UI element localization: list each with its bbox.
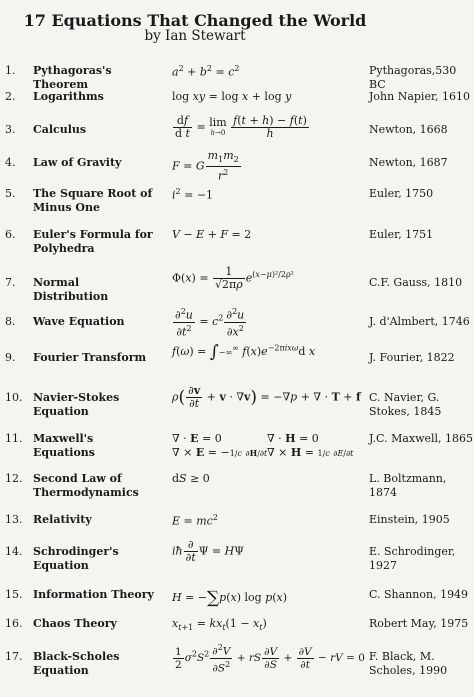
row-number: 12. <box>5 472 23 485</box>
row-number: 9. <box>5 351 16 364</box>
equation-formula: Φ(x) = $\frac{1}{√2\pi\rho}$ $e^{(x-\mu)^2/2\rho^2}$ <box>172 265 294 291</box>
equation-formula: F = G $\frac{m_1m_2}{r^2}$ <box>172 149 239 183</box>
equation-name: Second Law of Thermodynamics <box>33 472 139 499</box>
equation-name: Schrodinger's Equation <box>33 545 119 572</box>
equation-source: C.F. Gauss, 1810 <box>369 276 463 289</box>
row-number: 8. <box>5 315 16 328</box>
equation-source: Newton, 1687 <box>369 156 448 169</box>
equation-name: Relativity <box>33 513 92 526</box>
equation-formula: $a^2 + b^2 = c^2$ <box>172 64 240 79</box>
equation-formula: iħ $\frac{\partial}{\partial t}$ Ψ = HΨ <box>172 538 244 564</box>
row-number: 17. <box>5 650 23 663</box>
equation-formula: dS ≥ 0 <box>172 472 210 485</box>
equation-formula: f(ω) = ∫−∞∞ $f(x)e^{-2\pi ix\omega}d$ x <box>172 342 316 362</box>
equation-source: Euler, 1751 <box>369 228 434 241</box>
equation-formula: $\frac{1}{2}$ $\sigma^2S^2$ $\frac{\partial^2V}{\partial S^2}$ + rS $\frac{\partial V}{\partial S}$ + $\frac{\partial V}{\partial t}$ − rV = 0 <box>175 643 365 674</box>
row-number: 15. <box>5 588 23 601</box>
equation-formula: ρ( $\frac{\partial v}{\partial t}$ + v · ∇v) = −∇p + ∇ · T + f <box>172 384 361 410</box>
equation-source: E. Schrodinger, 1927 <box>369 545 456 572</box>
page-title: 17 Equations That Changed the World <box>23 11 367 30</box>
row-number: 10. <box>5 391 23 404</box>
equation-source: Euler, 1750 <box>369 187 434 200</box>
equation-name: The Square Root of Minus One <box>33 187 153 214</box>
row-number: 14. <box>5 545 23 558</box>
equation-source: J.C. Maxwell, 1865 <box>369 432 474 445</box>
equation-name: Navier-Stokes Equation <box>33 391 120 418</box>
equation-source: Robert May, 1975 <box>369 617 469 630</box>
equation-source: C. Shannon, 1949 <box>369 588 469 601</box>
row-number: 2. <box>5 90 16 103</box>
equation-name: Black-Scholes Equation <box>33 650 120 677</box>
row-number: 11. <box>5 432 23 445</box>
equation-name: Calculus <box>33 123 87 136</box>
equation-name: Pythagoras's Theorem <box>33 64 112 91</box>
equation-source: C. Navier, G. Stokes, 1845 <box>369 391 442 418</box>
row-number: 3. <box>5 123 16 136</box>
equation-name: Euler's Formula for Polyhedra <box>33 228 153 255</box>
equation-formula: $\frac{df}{\text{d t}}$ = lim h→0 $\frac{f(t + h) - f(t)}{h}$ <box>175 114 307 140</box>
equation-formula: $i^2 = -1$ <box>172 187 214 202</box>
equation-name: Law of Gravity <box>33 156 122 169</box>
equation-name: Logarithms <box>33 90 104 103</box>
equation-source: Einstein, 1905 <box>369 513 450 526</box>
equation-formula: $\frac{\partial^2u}{\partial t^2}$ = $c^2$ $\frac{\partial^2u}{\partial x^2}$ <box>175 307 245 339</box>
equation-name: Maxwell's Equations <box>33 432 95 459</box>
equation-formula: $E = mc^2$ <box>172 513 218 528</box>
equation-source: L. Boltzmann, 1874 <box>369 472 447 499</box>
row-number: 13. <box>5 513 23 526</box>
equation-source: J. d'Almbert, 1746 <box>369 315 470 328</box>
row-number: 1. <box>5 64 16 77</box>
equation-source: J. Fourier, 1822 <box>369 351 455 364</box>
equation-formula: $x_{t+1} = kx_t(1 - x_t)$ <box>172 617 267 633</box>
equation-name: Normal Distribution <box>33 276 109 303</box>
row-number: 4. <box>5 156 16 169</box>
equation-formula: H = −∑p(x) log p(x) <box>172 588 288 608</box>
equation-formula: log xy = log x + log y <box>172 90 292 103</box>
equation-source: F. Black, M. Scholes, 1990 <box>369 650 448 677</box>
equation-name: Chaos Theory <box>33 617 117 630</box>
equation-formula: ∇ · E = 0 ∇ · H = 0 ∇ × E = −1/c ∂H/∂t∇ × H = 1/c ∂E/∂t <box>172 432 354 459</box>
equation-source: John Napier, 1610 <box>369 90 470 103</box>
row-number: 5. <box>5 187 16 200</box>
page-subtitle: by Ian Stewart <box>144 28 246 44</box>
equation-source: Pythagoras,530 BC <box>369 64 457 91</box>
equation-source: Newton, 1668 <box>369 123 448 136</box>
equation-name: Information Theory <box>33 588 154 601</box>
equation-name: Wave Equation <box>33 315 125 328</box>
equation-name: Fourier Transform <box>33 351 147 364</box>
row-number: 7. <box>5 276 16 289</box>
row-number: 16. <box>5 617 23 630</box>
row-number: 6. <box>5 228 16 241</box>
equation-formula: V − E + F = 2 <box>172 228 252 241</box>
